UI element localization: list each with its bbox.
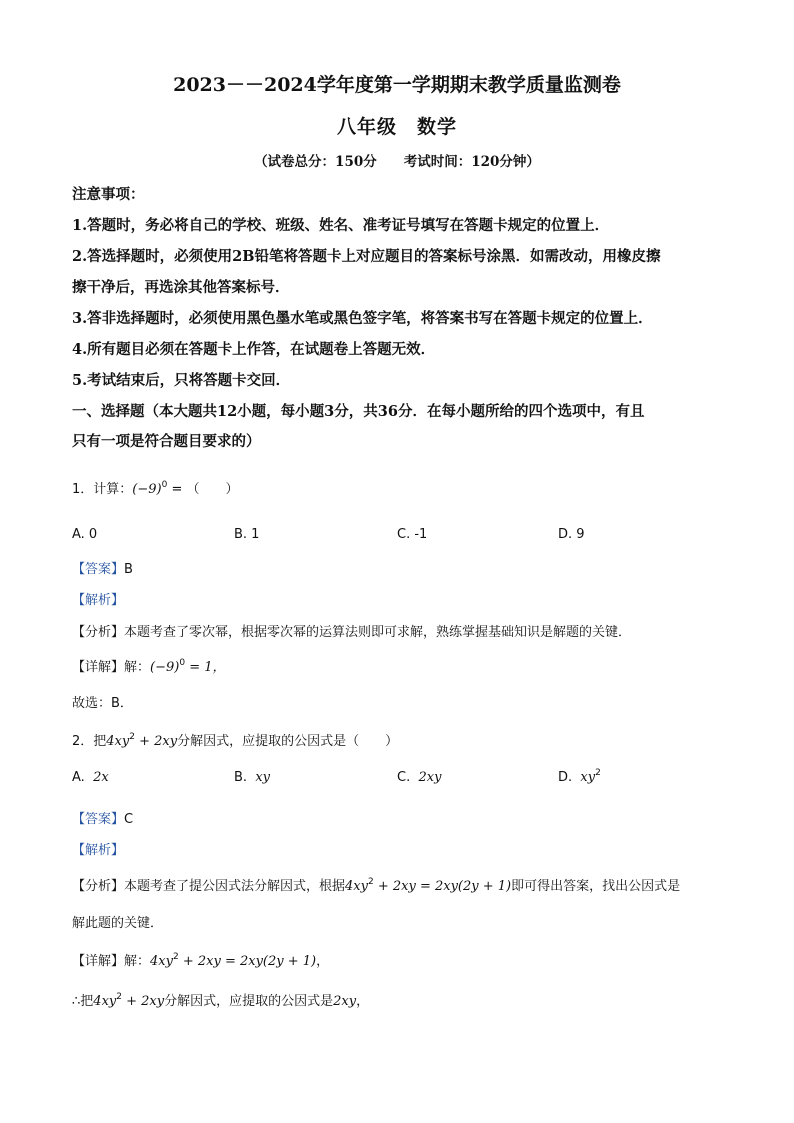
q1-analysis-tag: 【解析】 (72, 593, 125, 608)
q1-option-b: B. 1 (234, 527, 260, 542)
question-2: 2．把$4xy^2 + 2xy$分解因式，应提取的公因式是（ ） (72, 732, 399, 749)
q2-option-b: B. xy (234, 770, 271, 785)
question-1: 1．计算：$(-9)^0$ = （ ） (72, 480, 239, 497)
q2-option-d: D. $xy^2$ (558, 768, 601, 785)
q2-fenxi: 【分析】本题考查了提公因式法分解因式，根据$4xy^2 + 2xy = 2xy(2y + 1)$即可得出答案，找出公因式是 (72, 877, 681, 894)
q2-therefore: ∴把$4xy^2 + 2xy$分解因式，应提取的公因式是2xy， (72, 992, 370, 1009)
q1-detail: 【详解】解：$(-9)^0 = 1$， (72, 658, 226, 675)
q2-detail: 【详解】解：$4xy^2 + 2xy = 2xy(2y + 1)$， (72, 952, 330, 969)
notice-item: 2.答选择题时，必须使用2B铅笔将答题卡上对应题目的答案标号涂黑．如需改动，用橡皮擦 (72, 248, 661, 265)
q2-option-c: C. 2xy (397, 770, 442, 785)
notice-heading: 注意事项： (72, 186, 145, 203)
section-heading: 一、选择题（本大题共12小题，每小题3分，共36分．在每小题所给的四个选项中，有且 (72, 403, 645, 420)
q1-fenxi: 【分析】本题考查了零次幂，根据零次幂的运算法则即可求解，熟练掌握基础知识是解题的关键． (72, 625, 632, 640)
notice-item: 5.考试结束后，只将答题卡交回． (72, 372, 291, 389)
page-title: 2023－－2024学年度第一学期期末教学质量监测卷 (173, 74, 621, 96)
q1-option-d: D. 9 (558, 527, 585, 542)
q1-answer: 【答案】B (72, 562, 133, 577)
notice-item: 3.答非选择题时，必须使用黑色墨水笔或黑色签字笔，将答案书写在答题卡规定的位置上． (72, 310, 653, 327)
q2-option-a: A. 2x (72, 770, 109, 785)
q2-analysis-tag: 【解析】 (72, 843, 125, 858)
page-subtitle: 八年级 数学 (336, 116, 457, 138)
q2-fenxi-cont: 解此题的关键． (72, 916, 164, 931)
q1-option-a: A. 0 (72, 527, 98, 542)
section-heading-cont: 只有一项是符合题目要求的） (72, 433, 261, 450)
q1-option-c: C. -1 (397, 527, 428, 542)
notice-item: 4.所有题目必须在答题卡上作答，在试题卷上答题无效． (72, 341, 436, 358)
q1-conclusion: 故选：B． (72, 696, 133, 711)
notice-item: 1.答题时，务必将自己的学校、班级、姓名、准考证号填写在答题卡规定的位置上． (72, 217, 610, 234)
q2-answer: 【答案】C (72, 812, 134, 827)
exam-info: （试卷总分：150分 考试时间：120分钟） (254, 154, 540, 170)
notice-item: 擦干净后，再选涂其他答案标号． (72, 279, 290, 296)
